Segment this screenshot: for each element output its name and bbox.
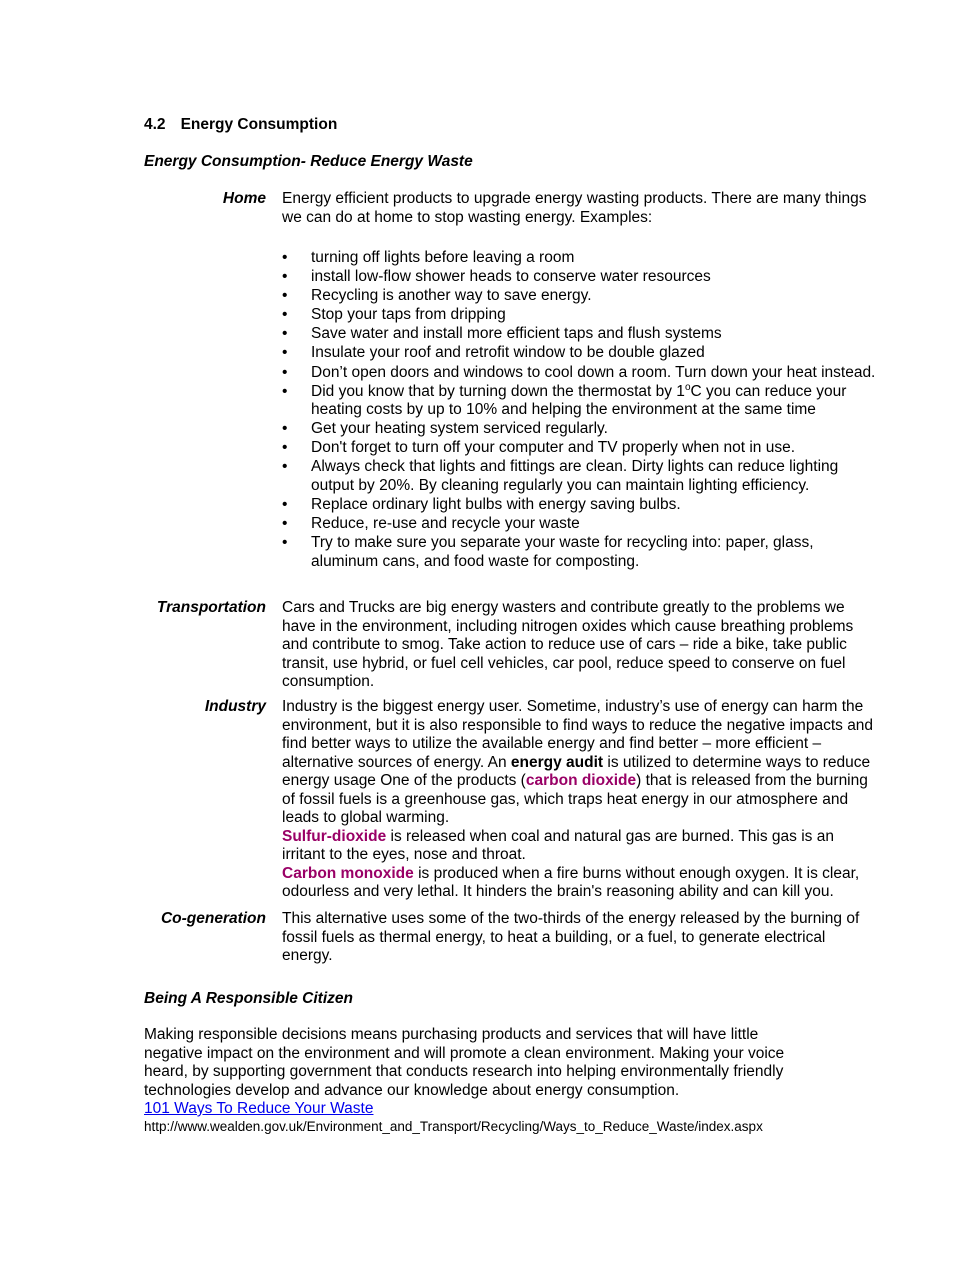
citizen-heading: Being A Responsible Citizen: [144, 990, 353, 1007]
section-heading: [144, 116, 337, 135]
list-item: • Reduce, re-use and recycle your waste: [282, 515, 580, 533]
list-item: • install low-flow shower heads to conserve water resources: [282, 268, 711, 286]
list-item: • Don't forget to turn off your computer and TV properly when not in use.: [282, 439, 796, 457]
list-item: • Get your heating system serviced regularly.: [282, 420, 608, 438]
reduce-waste-link[interactable]: 101 Ways To Reduce Your Waste: [144, 1100, 374, 1117]
list-item: • Always check that lights and fittings are clean. Dirty lights can reduce lighting output by 20%. By cleaning regularly you can maintain lighting efficiency.: [282, 458, 839, 494]
industry-text: Industry is the biggest energy user. Sometime, industry’s use of energy can harm the environment, but it is also responsible to find ways to reduce the negative impacts and find better ways to utilize the available energy and find better – more efficient – alternative sources of energy. An energy audit is utilized to determine ways to reduce energy usage One of the products (carbon dioxide) that is released from the burning of fossil fuels is a greenhouse gas, which traps heat energy in our atmosphere and leads to global warming. Sulfur-dioxide is released when coal and natural gas are burned. This gas is an irritant to the eyes, nose and throat. Carbon monoxide is produced when a fire burns without enough oxygen. It is clear, odourless and very lethal. It hinders the brain's reasoning ability and can kill you.: [282, 698, 874, 900]
home-intro-line: Energy efficient products to upgrade energy wasting products. There are many things: [282, 190, 867, 207]
cogeneration-text: This alternative uses some of the two-thirds of the energy released by the burning of fossil fuels as thermal energy, to heat a building, or a fuel, to generate electrical energy.: [282, 910, 860, 964]
home-intro-line: we can do at home to stop wasting energy. Examples:: [282, 208, 653, 226]
sulfur-dioxide-term: Sulfur-dioxide: [282, 827, 387, 845]
list-item: • turning off lights before leaving a room: [282, 249, 575, 266]
list-item: • Save water and install more efficient taps and flush systems: [282, 325, 722, 343]
list-item: • Stop your taps from dripping: [282, 306, 506, 324]
home-intro: [282, 190, 902, 227]
carbon-dioxide-term: carbon dioxide: [525, 772, 637, 789]
section-title: Energy Consumption: [180, 116, 338, 133]
citizen-paragraph: Making responsible decisions means purchasing products and services that will have little negative impact on the environment and will promote a clean environment. Making your voice heard, by supporting government that conducts research into helping environmentally friendly technologies develop and advance our knowledge about energy consumption. 101 Ways To Reduce Your Waste: [144, 1026, 785, 1117]
list-item: • Insulate your roof and retrofit window to be double glazed: [282, 344, 705, 362]
home-label: Home: [222, 190, 266, 207]
transportation-text: Cars and Trucks are big energy wasters and contribute greatly to the problems we have in the environment, including nitrogen oxides which cause breathing problems and contribute to smog. Take action to reduce use of cars – ride a bike, take public transit, use hybrid, or fuel cell vehicles, car pool, reduce speed to conserve on fuel consumption.: [282, 599, 854, 690]
list-item: • Recycling is another way to save energy.: [282, 287, 592, 305]
industry-label: Industry: [204, 698, 266, 715]
energy-audit-term: energy audit: [510, 753, 604, 771]
carbon-monoxide-term: Carbon monoxide: [282, 864, 414, 882]
list-item: • Try to make sure you separate your waste for recycling into: paper, glass, aluminum cans, and food waste for composting.: [282, 534, 814, 570]
list-item: • Don’t open doors and windows to cool down a room. Turn down your heat instead.: [282, 363, 876, 381]
source-url: http://www.wealden.gov.uk/Environment_and_Transport/Recycling/Ways_to_Reduce_Waste/index.aspx: [144, 1119, 763, 1134]
section-number: 4.2: [144, 116, 166, 133]
transportation-label: Transportation: [156, 599, 266, 616]
subtitle: Energy Consumption- Reduce Energy Waste: [144, 153, 473, 170]
home-bullet-list: [282, 249, 912, 572]
list-item: • Did you know that by turning down the thermostat by 1$^o$C you can reduce your heating costs by up to 10% and helping the environment at the same time: [282, 381, 847, 419]
list-item: • Replace ordinary light bulbs with energy saving bulbs.: [282, 496, 681, 514]
cogeneration-label: Co-generation: [160, 910, 266, 927]
